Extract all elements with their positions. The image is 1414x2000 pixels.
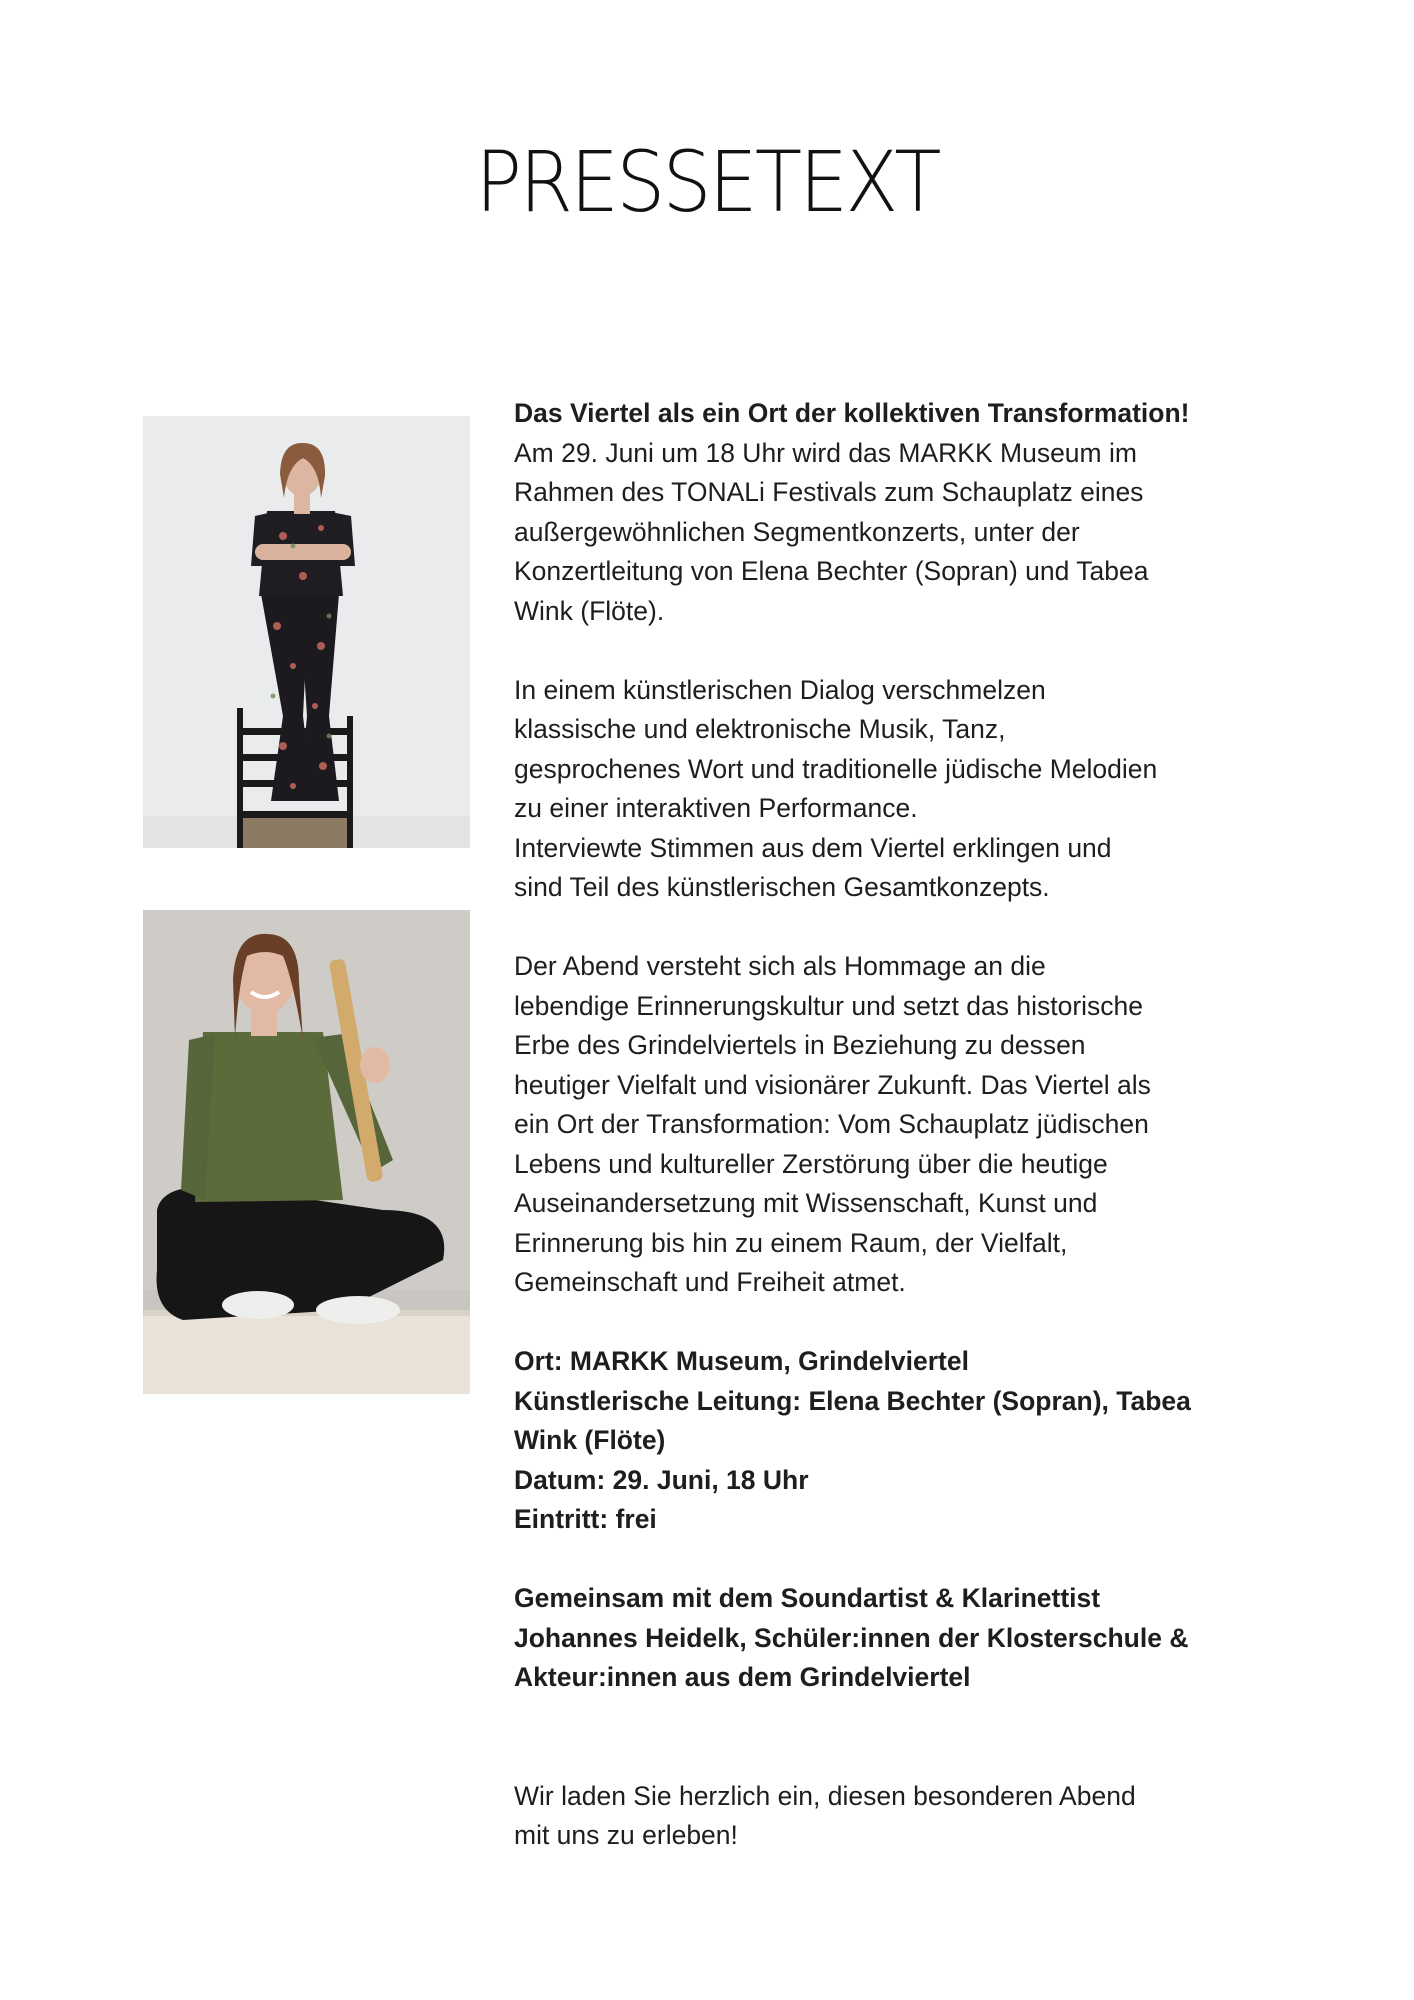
together-line: Gemeinsam mit dem Soundartist & Klarinettist (514, 1583, 1101, 1613)
intro-line: Am 29. Juni um 18 Uhr wird das MARKK Museum im (514, 437, 1137, 468)
seated-woman-photo (143, 910, 470, 1394)
together-line: Johannes Heidelk, Schüler:innen der Klosterschule & (514, 1622, 1189, 1653)
intro-line: außergewöhnlichen Segmentkonzerts, unter der (514, 516, 1080, 547)
intro-line: Wink (Flöte). (514, 595, 665, 626)
hommage-line: ein Ort der Transformation: Vom Schauplatz jüdischen (514, 1109, 1149, 1139)
details-location: Ort: MARKK Museum, Grindelviertel (514, 1346, 969, 1376)
press-text (514, 394, 1294, 1856)
standing-woman-photo (143, 416, 470, 848)
hommage-line: heutiger Vielfalt und visionärer Zukunft. Das Viertel als (514, 1069, 1151, 1100)
hommage-line: Auseinandersetzung mit Wissenschaft, Kunst und (514, 1188, 1098, 1218)
hommage-line: Der Abend versteht sich als Hommage an die (514, 951, 1046, 981)
dialog-line: In einem künstlerischen Dialog verschmelzen (514, 674, 1046, 705)
details-direction-cont: Wink (Flöte) (514, 1425, 666, 1455)
seated-woman-illustration (143, 910, 470, 1394)
invite-line: Wir laden Sie herzlich ein, diesen besonderen Abend (514, 1780, 1136, 1811)
intro-line: Konzertleitung von Elena Bechter (Sopran) und Tabea (514, 556, 1149, 586)
hommage-line: Erbe des Grindelviertels in Beziehung zu dessen (514, 1030, 1086, 1060)
dialog-line: gesprochenes Wort und traditionelle jüdische Melodien (514, 753, 1158, 784)
hommage-line: Lebens und kultureller Zerstörung über die heutige (514, 1148, 1108, 1179)
invite-line: mit uns zu erleben! (514, 1820, 738, 1850)
intro-heading: Das Viertel als ein Ort der kollektiven Transformation! (514, 398, 1190, 428)
details-admission: Eintritt: frei (514, 1504, 657, 1534)
details-date: Datum: 29. Juni, 18 Uhr (514, 1464, 809, 1495)
intro-line: Rahmen des TONALi Festivals zum Schauplatz eines (514, 477, 1144, 507)
dialog-line: klassische und elektronische Musik, Tanz, (514, 714, 1006, 744)
hommage-line: Erinnerung bis hin zu einem Raum, der Vielfalt, (514, 1227, 1068, 1258)
standing-woman-illustration (143, 416, 470, 848)
details-direction: Künstlerische Leitung: Elena Bechter (Sopran), Tabea (514, 1385, 1191, 1416)
page-title: PRESSETEXT (475, 133, 939, 231)
together-line: Akteur:innen aus dem Grindelviertel (514, 1662, 971, 1692)
hommage-line: lebendige Erinnerungskultur und setzt das historische (514, 990, 1144, 1021)
hommage-line: Gemeinschaft und Freiheit atmet. (514, 1267, 906, 1297)
dialog-line: zu einer interaktiven Performance. (514, 793, 918, 823)
dialog-line: sind Teil des künstlerischen Gesamtkonzepts. (514, 872, 1050, 902)
dialog-line: Interviewte Stimmen aus dem Viertel erklingen und (514, 832, 1112, 863)
